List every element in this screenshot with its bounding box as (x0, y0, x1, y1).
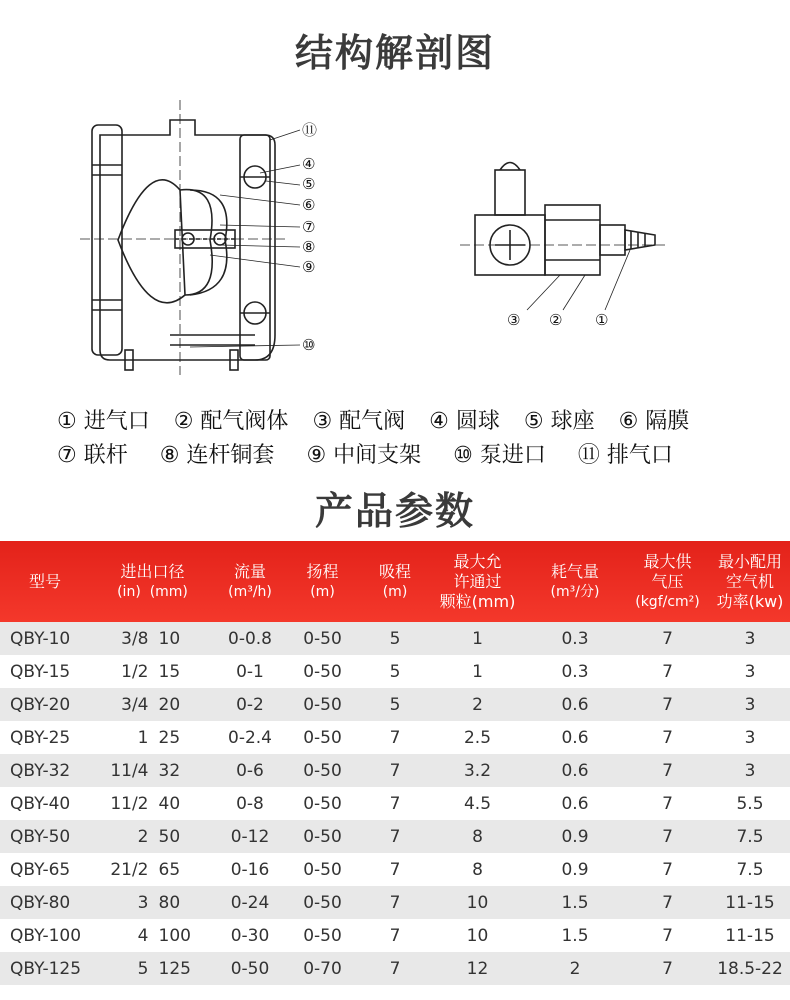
cell-power: 11-15 (725, 925, 775, 946)
cell-power: 3 (744, 628, 756, 649)
cell-model: QBY-65 (10, 859, 71, 880)
cell-particle: 1 (472, 661, 483, 682)
table-row (0, 919, 790, 952)
cell-power: 5.5 (736, 793, 764, 814)
legend-item: ⑦ 联杆 (57, 442, 128, 468)
cell-size (90, 629, 215, 649)
cell-pressure: 7 (662, 694, 673, 715)
table-row (0, 721, 790, 754)
cell-suction: 7 (389, 958, 401, 979)
cell-flow: 0-16 (230, 859, 270, 880)
header-particle-line3: 颗粒(mm) (439, 591, 516, 611)
header-suction-label: 吸程 (378, 561, 411, 581)
cell-model: QBY-40 (10, 793, 71, 814)
cell-flow: 0-2 (236, 694, 264, 715)
table-row (0, 754, 790, 787)
cell-size (90, 827, 215, 847)
legend-item: ⑩ 泵进口 (453, 442, 546, 468)
cell-particle: 8 (472, 826, 483, 847)
header-size (90, 541, 215, 622)
cell-power: 7.5 (736, 826, 764, 847)
cell-power: 3 (744, 727, 756, 748)
cell-suction: 7 (389, 760, 401, 781)
cell-suction: 7 (389, 793, 401, 814)
cell-particle: 4.5 (463, 793, 492, 814)
cell-size-mm: 20 (158, 694, 181, 715)
legend-item: ⑤ 球座 (523, 408, 595, 434)
legend-item: ① 进气口 (57, 408, 150, 434)
header-power (710, 541, 790, 622)
pump-callout-7: ⑦ (302, 218, 316, 236)
valve-callout-2: ② (549, 311, 563, 329)
cell-size-in: 5 (137, 958, 149, 979)
cell-particle: 10 (466, 925, 489, 946)
header-suction (360, 541, 430, 622)
cell-flow: 0-2.4 (228, 727, 272, 748)
table-row (0, 622, 790, 655)
cell-flow: 0-8 (236, 793, 264, 814)
cell-power: 7.5 (736, 859, 764, 880)
cell-size-in: 1 (137, 727, 149, 748)
table-row (0, 820, 790, 853)
pump-callout-8: ⑧ (302, 238, 316, 256)
header-pressure-line2: 气压 (651, 571, 684, 591)
parts-legend (57, 402, 777, 470)
table-body (0, 622, 790, 985)
cell-model: QBY-25 (10, 727, 71, 748)
spec-table (0, 541, 790, 985)
cell-air: 0.3 (561, 628, 589, 649)
cell-pressure: 7 (662, 892, 673, 913)
cell-size (90, 959, 215, 979)
legend-item: ③ 配气阀 (312, 408, 406, 434)
header-model (0, 541, 90, 622)
cell-suction: 5 (389, 694, 401, 715)
air-valve-diagram (455, 150, 670, 335)
header-particle (430, 541, 525, 622)
header-particle-line2: 许通过 (453, 571, 502, 591)
cell-flow: 0-6 (236, 760, 264, 781)
cell-size-in: 21/2 (110, 859, 149, 880)
cell-size-mm: 32 (158, 760, 181, 781)
cell-pressure: 7 (662, 925, 673, 946)
cell-model: QBY-125 (10, 958, 82, 979)
table-row (0, 952, 790, 985)
header-size-unit-in: (in) (117, 583, 141, 600)
header-size-label: 进出口径 (120, 561, 185, 581)
cell-flow: 0-12 (230, 826, 270, 847)
cell-size-in: 4 (137, 925, 149, 946)
cell-power: 18.5-22 (717, 958, 783, 979)
header-air (525, 541, 625, 622)
table-row (0, 688, 790, 721)
pump-cross-section-diagram (70, 95, 350, 385)
table-row (0, 853, 790, 886)
legend-item: ⑥ 隔膜 (618, 408, 690, 434)
cell-pressure: 7 (662, 727, 673, 748)
cell-flow: 0-24 (230, 892, 270, 913)
cell-size-mm: 80 (158, 892, 181, 913)
cell-head: 0-50 (303, 760, 342, 781)
header-pressure-unit: (kgf/cm²) (635, 593, 700, 610)
cell-particle: 3.2 (463, 760, 492, 781)
cell-head: 0-50 (303, 628, 342, 649)
legend-item: ④ 圆球 (429, 408, 500, 434)
cell-size-mm: 125 (158, 958, 191, 979)
header-flow (215, 541, 285, 622)
header-head (285, 541, 360, 622)
cell-particle: 8 (472, 859, 483, 880)
cell-air: 0.9 (561, 859, 589, 880)
cell-air: 0.6 (561, 694, 589, 715)
cell-flow: 0-0.8 (228, 628, 272, 649)
cell-size-mm: 50 (158, 826, 181, 847)
cell-power: 11-15 (725, 892, 775, 913)
cell-pressure: 7 (662, 958, 673, 979)
cell-suction: 7 (389, 925, 401, 946)
header-head-label: 扬程 (306, 561, 339, 581)
header-power-line1: 最小配用 (717, 551, 782, 571)
cell-head: 0-50 (303, 859, 342, 880)
cell-model: QBY-50 (10, 826, 71, 847)
cell-air: 0.6 (561, 760, 589, 781)
cell-flow: 0-1 (236, 661, 264, 682)
cell-air: 1.5 (561, 925, 589, 946)
cell-size (90, 662, 215, 682)
cell-size-mm: 10 (158, 628, 181, 649)
cell-power: 3 (744, 661, 756, 682)
cell-suction: 7 (389, 727, 401, 748)
pump-callout-10: ⑩ (302, 336, 316, 354)
header-pressure-line1: 最大供 (643, 551, 692, 571)
header-pressure (625, 541, 710, 622)
cell-pressure: 7 (662, 826, 673, 847)
header-size-unit-mm: (mm) (149, 583, 188, 600)
cell-suction: 5 (389, 661, 401, 682)
legend-row (57, 436, 777, 470)
cell-particle: 10 (466, 892, 489, 913)
cell-air: 0.9 (561, 826, 589, 847)
cell-model: QBY-20 (10, 694, 71, 715)
cell-size-mm: 65 (158, 859, 181, 880)
table-row (0, 787, 790, 820)
cell-model: QBY-15 (10, 661, 71, 682)
valve-callout-3: ③ (507, 311, 521, 329)
header-flow-label: 流量 (233, 561, 266, 581)
params-title: 产品参数 (314, 489, 475, 533)
cell-particle: 2 (472, 694, 483, 715)
cell-particle: 1 (472, 628, 483, 649)
cell-size-in: 2 (137, 826, 149, 847)
cell-size (90, 761, 215, 781)
cell-flow: 0-50 (230, 958, 270, 979)
legend-item: ⑨ 中间支架 (306, 442, 422, 468)
cell-head: 0-50 (303, 694, 342, 715)
table-row (0, 655, 790, 688)
cell-pressure: 7 (662, 760, 673, 781)
header-power-line3: 功率(kw) (716, 591, 784, 611)
cell-power: 3 (744, 694, 756, 715)
legend-item: ② 配气阀体 (173, 408, 289, 434)
legend-item: ⑧ 连杆铜套 (159, 442, 275, 468)
cell-pressure: 7 (662, 661, 673, 682)
cell-model: QBY-10 (10, 628, 71, 649)
cell-size (90, 893, 215, 913)
pump-callout-11: ⑪ (302, 121, 318, 139)
structure-title: 结构解剖图 (294, 31, 495, 75)
cell-size-mm: 25 (158, 727, 181, 748)
cell-head: 0-50 (303, 892, 342, 913)
cell-size-in: 11/4 (110, 760, 149, 781)
cell-air: 1.5 (561, 892, 589, 913)
table-row (0, 886, 790, 919)
header-suction-unit: (m) (382, 583, 408, 600)
cell-suction: 5 (389, 628, 401, 649)
cell-head: 0-50 (303, 661, 342, 682)
header-model-label: 型号 (28, 571, 61, 591)
cell-model: QBY-80 (10, 892, 71, 913)
valve-callout-1: ① (595, 311, 609, 329)
cell-size (90, 695, 215, 715)
cell-head: 0-50 (303, 793, 342, 814)
cell-size (90, 794, 215, 814)
cell-pressure: 7 (662, 628, 673, 649)
header-flow-unit: (m³/h) (228, 583, 272, 600)
cell-size-mm: 100 (158, 925, 191, 946)
cell-head: 0-50 (303, 826, 342, 847)
cell-size-mm: 40 (158, 793, 181, 814)
cell-size-in: 1/2 (121, 661, 149, 682)
header-particle-line1: 最大允 (453, 551, 502, 571)
pump-callout-9: ⑨ (302, 258, 316, 276)
header-power-line2: 空气机 (725, 571, 774, 591)
cell-head: 0-50 (303, 727, 342, 748)
cell-pressure: 7 (662, 859, 673, 880)
cell-particle: 12 (466, 958, 489, 979)
legend-item: ⑪ 排气口 (577, 442, 673, 468)
cell-size-mm: 15 (158, 661, 181, 682)
pump-callout-5: ⑤ (302, 175, 316, 193)
cell-size (90, 728, 215, 748)
cell-particle: 2.5 (463, 727, 492, 748)
cell-air: 2 (569, 958, 581, 979)
cell-size-in: 3/4 (121, 694, 149, 715)
legend-row (57, 402, 777, 436)
header-head-unit: (m) (310, 583, 335, 600)
header-air-label: 耗气量 (550, 561, 599, 581)
cell-head: 0-50 (303, 925, 342, 946)
cell-power: 3 (744, 760, 756, 781)
cell-air: 0.3 (561, 661, 589, 682)
header-air-unit: (m³/分) (550, 583, 600, 600)
cell-size-in: 11/2 (110, 793, 149, 814)
table-header (0, 541, 790, 622)
cell-size-in: 3/8 (121, 628, 149, 649)
cell-air: 0.6 (561, 793, 589, 814)
cell-suction: 7 (389, 892, 401, 913)
cell-size (90, 926, 215, 946)
cell-pressure: 7 (662, 793, 673, 814)
cell-flow: 0-30 (230, 925, 270, 946)
cell-size (90, 860, 215, 880)
cell-size-in: 3 (137, 892, 149, 913)
cell-suction: 7 (389, 826, 401, 847)
pump-callout-4: ④ (302, 155, 316, 173)
cell-suction: 7 (389, 859, 401, 880)
pump-callout-6: ⑥ (302, 196, 316, 214)
cell-air: 0.6 (561, 727, 589, 748)
cell-model: QBY-32 (10, 760, 71, 781)
cell-head: 0-70 (303, 958, 342, 979)
cell-model: QBY-100 (10, 925, 82, 946)
